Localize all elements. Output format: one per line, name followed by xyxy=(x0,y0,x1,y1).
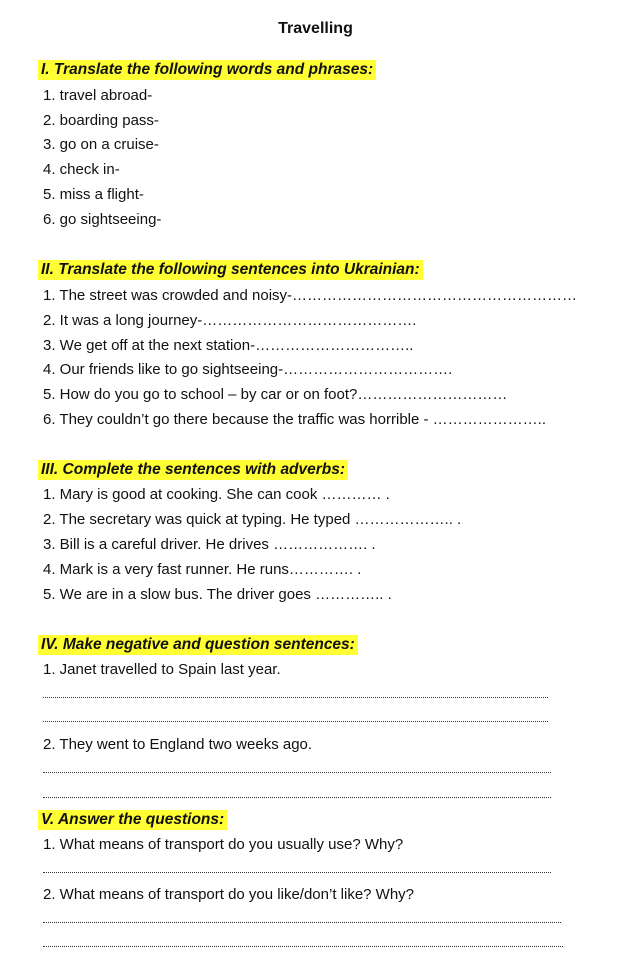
answer-line[interactable] xyxy=(43,721,548,722)
page-title: Travelling xyxy=(278,20,353,37)
section-4-item: 1. Janet travelled to Spain last year. xyxy=(43,661,281,678)
section-5-heading: V. Answer the questions: xyxy=(38,810,227,830)
section-2-item: 3. We get off at the next station-………………………….. xyxy=(43,337,414,354)
answer-line[interactable] xyxy=(43,922,561,923)
answer-line[interactable] xyxy=(43,872,551,873)
section-3-item: 1. Mary is good at cooking. She can cook ………… . xyxy=(43,486,390,503)
section-2-item: 6. They couldn’t go there because the traffic was horrible - ………………….. xyxy=(43,411,546,428)
section-2-item: 1. The street was crowded and noisy-………………………………………………… xyxy=(43,287,578,304)
section-1-item: 5. miss a flight- xyxy=(43,186,144,203)
answer-line[interactable] xyxy=(43,797,551,798)
section-5-item: 1. What means of transport do you usually use? Why? xyxy=(43,836,404,853)
section-2-heading: II. Translate the following sentences into Ukrainian: xyxy=(38,260,423,280)
section-4-item: 2. They went to England two weeks ago. xyxy=(43,736,313,753)
section-5-item: 2. What means of transport do you like/don’t like? Why? xyxy=(43,886,415,903)
section-1-item: 3. go on a cruise- xyxy=(43,136,159,153)
answer-line[interactable] xyxy=(43,772,551,773)
section-1-item: 1. travel abroad- xyxy=(43,87,153,104)
section-1-item: 4. check in- xyxy=(43,161,120,178)
section-4-heading: IV. Make negative and question sentences: xyxy=(38,635,358,655)
answer-line[interactable] xyxy=(43,946,563,947)
section-3-item: 3. Bill is a careful driver. He drives ………………. . xyxy=(43,536,376,553)
section-3-heading: III. Complete the sentences with adverbs: xyxy=(38,460,348,480)
section-3-item: 4. Mark is a very fast runner. He runs…………. . xyxy=(43,561,362,578)
section-3-item: 5. We are in a slow bus. The driver goes ………….. . xyxy=(43,586,392,603)
section-3-item: 2. The secretary was quick at typing. He typed ……………….. . xyxy=(43,511,462,528)
section-1-item: 2. boarding pass- xyxy=(43,112,159,129)
section-2-item: 4. Our friends like to go sightseeing-……………………………. xyxy=(43,361,453,378)
section-2-item: 2. It was a long journey-……………………………………. xyxy=(43,312,417,329)
answer-line[interactable] xyxy=(43,697,548,698)
section-1-heading: I. Translate the following words and phrases: xyxy=(38,60,376,80)
section-1-item: 6. go sightseeing- xyxy=(43,211,162,228)
section-2-item: 5. How do you go to school – by car or on foot?………………………… xyxy=(43,386,508,403)
